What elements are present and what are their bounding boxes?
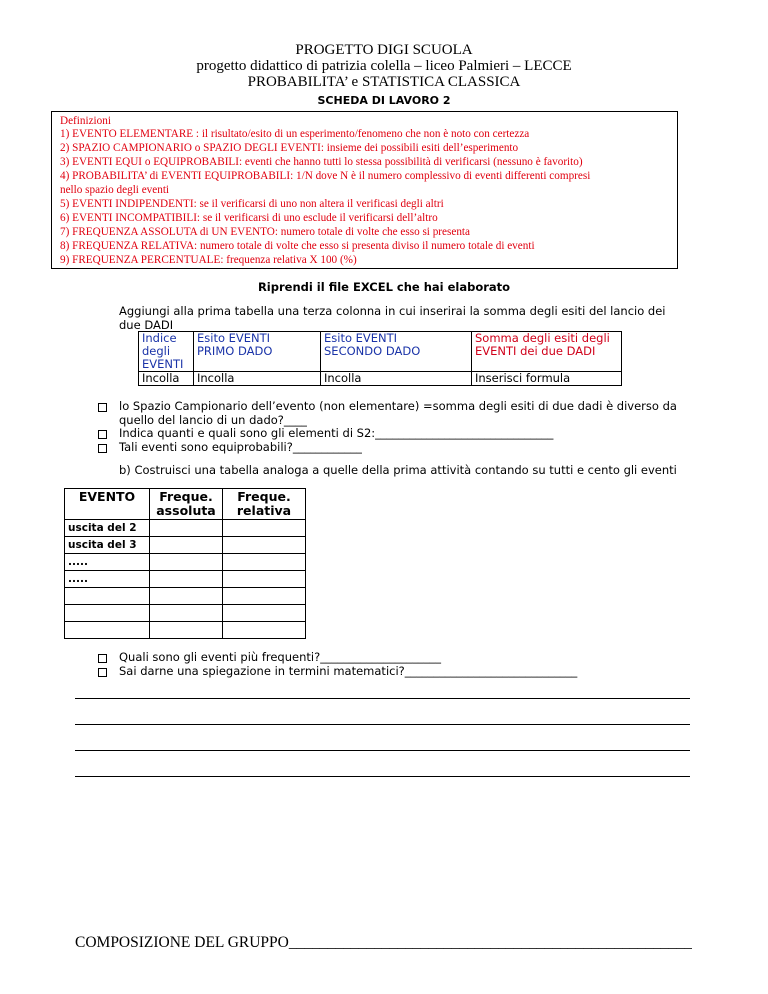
doc-subtitle: progetto didattico di patrizia colella – liceo Palmieri – LECCE (196, 58, 572, 74)
table-row (65, 605, 306, 622)
definition-item: 1) EVENTO ELEMENTARE : il risultato/esito di un esperimento/fenomeno che non è noto con certezza (60, 128, 530, 140)
table-cell[interactable] (150, 520, 223, 537)
table-cell[interactable] (150, 605, 223, 622)
table-cell (65, 622, 150, 639)
table-row (139, 372, 622, 386)
header-cell: Esito EVENTI PRIMO DADO (194, 332, 321, 372)
checkbox[interactable] (98, 668, 107, 677)
doc-topic: PROBABILITA’ e STATISTICA CLASSICA (247, 74, 521, 90)
checkbox[interactable] (98, 654, 107, 663)
table-cell: Incolla (194, 372, 321, 386)
instruction-text-cont: due DADI (119, 318, 174, 332)
header-cell: Somma degli esiti degli EVENTI dei due DADI (472, 332, 622, 372)
table-header-row (65, 489, 306, 520)
group-composition-field: COMPOSIZIONE DEL GRUPPO____________________________________________________ (75, 934, 692, 951)
question-text: Indica quanti e quali sono gli elementi di S2:_______________________________ (119, 426, 554, 440)
definition-item: 7) FREQUENZA ASSOLUTA di UN EVENTO: numero totale di volte che esso si presenta (60, 226, 470, 238)
question-text: Tali eventi sono equiprobabili?____________ (119, 440, 362, 454)
table-cell: Incolla (321, 372, 472, 386)
definitions-title: Definizioni (60, 115, 111, 127)
question-text: Sai darne una spiegazione in termini matematici?______________________________ (119, 664, 578, 678)
definition-item: 8) FREQUENZA RELATIVA: numero totale di volte che esso si presenta diviso il numero totale di eventi (60, 240, 535, 252)
table-row (65, 588, 306, 605)
table-cell: Inserisci formula (472, 372, 622, 386)
header-cell: Esito EVENTI SECONDO DADO (321, 332, 472, 372)
answer-line[interactable] (75, 776, 690, 777)
table-cell: ..... (65, 554, 150, 571)
table-cell (65, 605, 150, 622)
table-cell[interactable] (150, 537, 223, 554)
table-cell: uscita del 3 (65, 537, 150, 554)
definition-item: 5) EVENTI INDIPENDENTI: se il verificarsi di uno non altera il verificasi degli altri (60, 198, 444, 210)
question-text: lo Spazio Campionario dell’evento (non elementare) =somma degli esiti di due dadi è diverso da (119, 399, 677, 413)
definition-item: nello spazio degli eventi (60, 184, 170, 196)
definition-item: 6) EVENTI INCOMPATIBILI: se il verificarsi di uno esclude il verificarsi dell’altro (60, 212, 438, 224)
table-cell: Incolla (139, 372, 194, 386)
header-cell: Indice degli EVENTI (139, 332, 194, 372)
definition-item: 3) EVENTI EQUI o EQUIPROBABILI: eventi che hanno tutti lo stessa possibilità di verificarsi (nessuno è favorito) (60, 156, 583, 168)
table-cell[interactable] (150, 554, 223, 571)
question-text-cont: quello del lancio di un dado?____ (119, 413, 307, 427)
header-cell: EVENTO (65, 489, 150, 520)
table-cell[interactable] (223, 554, 306, 571)
table-cell[interactable] (223, 605, 306, 622)
table-row (65, 571, 306, 588)
table-cell[interactable] (223, 622, 306, 639)
definition-item: 9) FREQUENZA PERCENTUALE: frequenza relativa X 100 (%) (60, 254, 357, 266)
table-cell[interactable] (223, 520, 306, 537)
table-cell[interactable] (223, 588, 306, 605)
doc-title: PROGETTO DIGI SCUOLA (295, 42, 473, 58)
section-heading: Riprendi il file EXCEL che hai elaborato (257, 280, 511, 294)
table-row (65, 554, 306, 571)
excel-columns-table (138, 331, 622, 386)
checkbox[interactable] (98, 444, 107, 453)
table-row (65, 520, 306, 537)
table-cell (65, 588, 150, 605)
table-cell: uscita del 2 (65, 520, 150, 537)
definition-item: 4) PROBABILITA’ di EVENTI EQUIPROBABILI: 1/N dove N è il numero complessivo di eventi differenti compresi (60, 170, 591, 182)
checkbox[interactable] (98, 430, 107, 439)
question-text: Quali sono gli eventi più frequenti?_____________________ (119, 650, 441, 664)
table-cell[interactable] (223, 571, 306, 588)
table-cell[interactable] (150, 588, 223, 605)
frequency-table (64, 488, 306, 639)
answer-line[interactable] (75, 724, 690, 725)
answer-line[interactable] (75, 698, 690, 699)
table-row (65, 537, 306, 554)
table-cell[interactable] (150, 571, 223, 588)
table-row (65, 622, 306, 639)
definition-item: 2) SPAZIO CAMPIONARIO o SPAZIO DEGLI EVENTI: insieme dei possibili esiti dell’esperimento (60, 142, 519, 154)
worksheet-label: SCHEDA DI LAVORO 2 (317, 94, 451, 107)
table-header-row (139, 332, 622, 372)
table-cell[interactable] (223, 537, 306, 554)
table-cell: ..... (65, 571, 150, 588)
instruction-text: b) Costruisci una tabella analoga a quelle della prima attività contando su tutti e cento gli eventi (119, 463, 677, 477)
header-cell: Freque. relativa (223, 489, 306, 520)
answer-line[interactable] (75, 750, 690, 751)
checkbox[interactable] (98, 403, 107, 412)
instruction-text: Aggiungi alla prima tabella una terza colonna in cui inserirai la somma degli esiti del lancio dei (119, 304, 666, 318)
table-cell[interactable] (150, 622, 223, 639)
header-cell: Freque. assoluta (150, 489, 223, 520)
